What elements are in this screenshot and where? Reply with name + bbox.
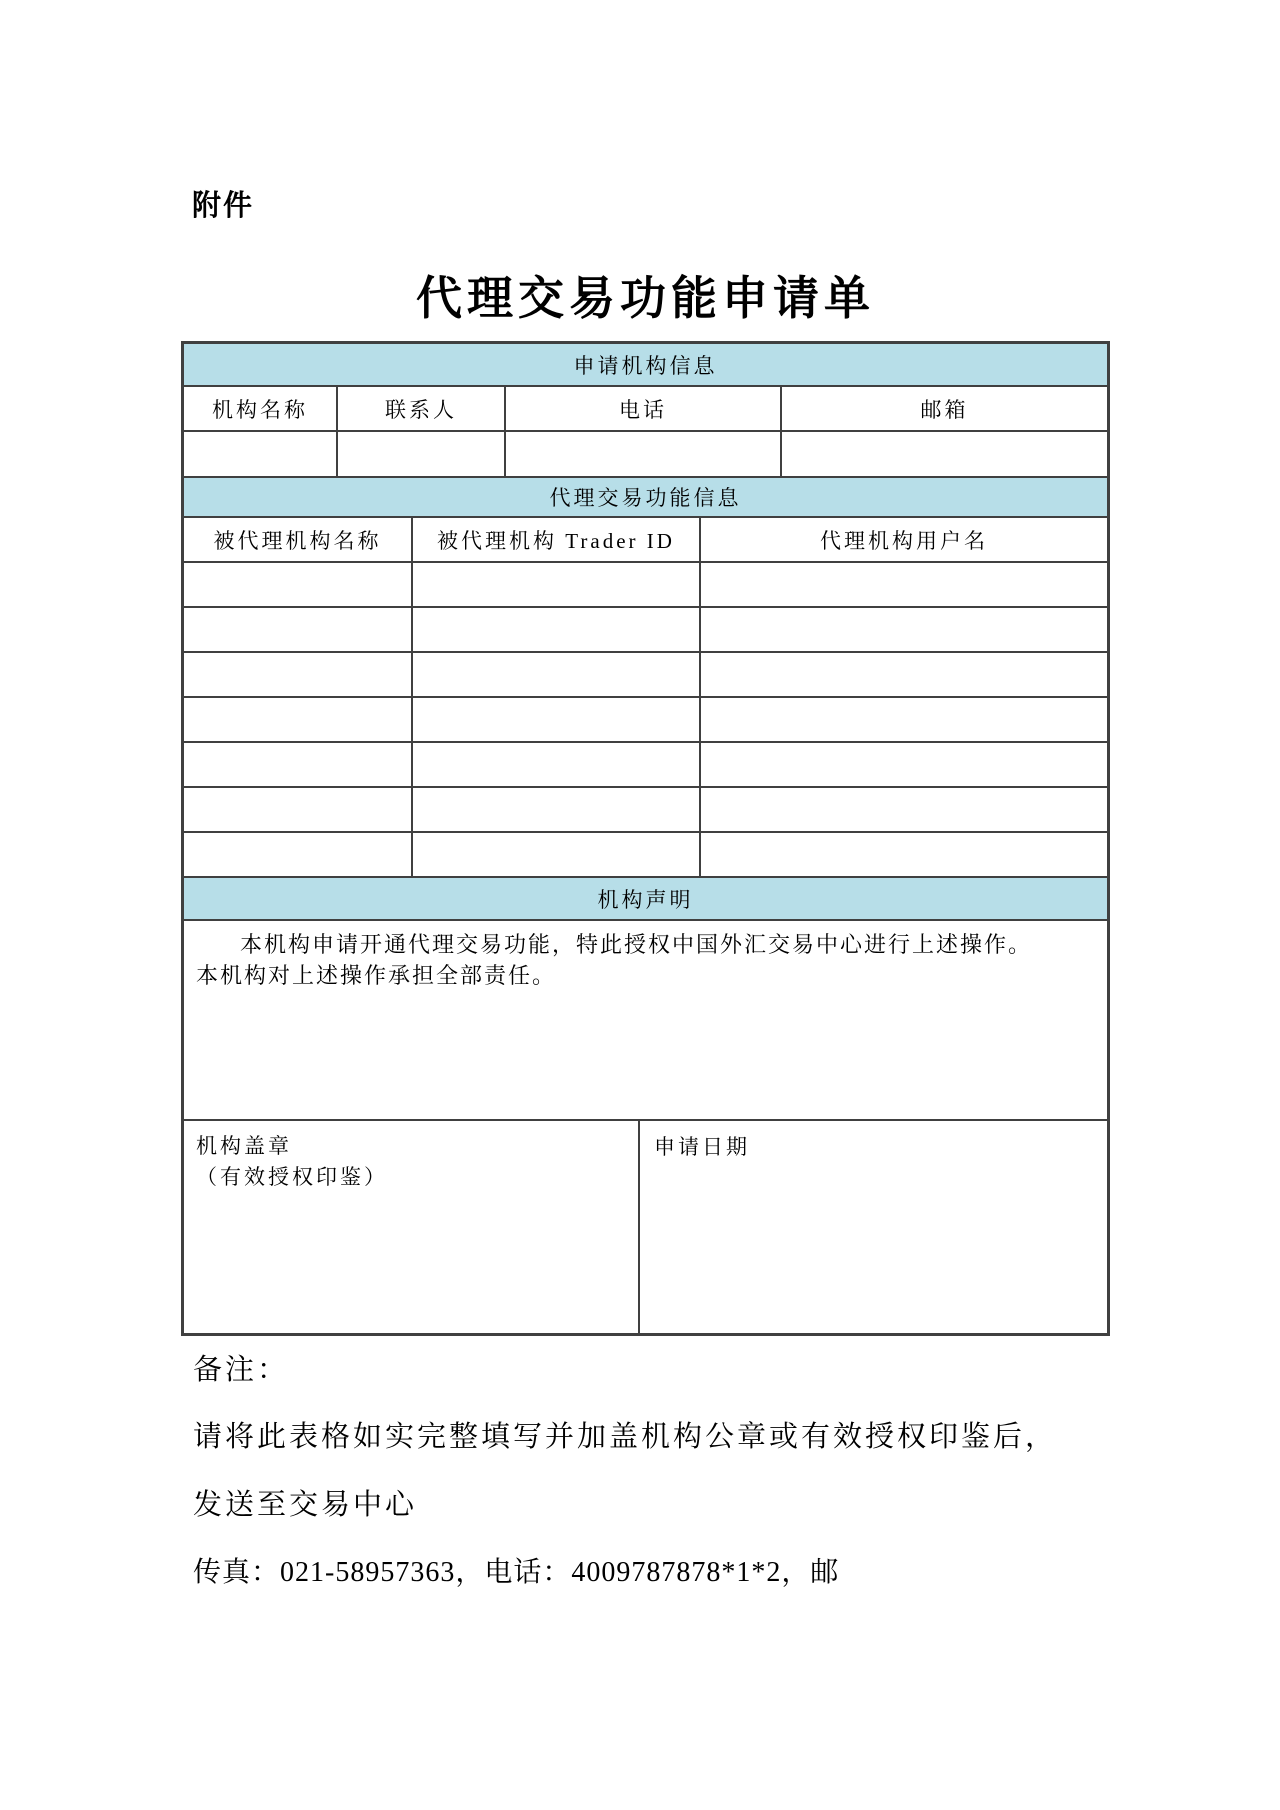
- input-cell-org-name[interactable]: [184, 432, 338, 476]
- input-cell-agent-username[interactable]: [701, 788, 1107, 831]
- column-header-org-name: 机构名称: [184, 387, 338, 430]
- input-cell-principal-trader-id[interactable]: [413, 698, 701, 741]
- stamp-label: 机构盖章: [196, 1134, 292, 1158]
- agency-info-input-row: [184, 743, 1107, 788]
- agency-info-header-row: [184, 518, 1107, 563]
- input-cell-principal-trader-id[interactable]: [413, 833, 701, 876]
- notes-instruction-line: 请将此表格如实完整填写并加盖机构公章或有效授权印鉴后，: [193, 1421, 1058, 1453]
- input-cell-agent-username[interactable]: [701, 653, 1107, 696]
- section-header-agency-function-info-label: 代理交易功能信息: [549, 486, 742, 510]
- input-cell-principal-org-name[interactable]: [184, 833, 413, 876]
- input-cell-agent-username[interactable]: [701, 698, 1107, 741]
- agency-info-input-row: [184, 653, 1107, 698]
- input-cell-principal-org-name[interactable]: [184, 653, 413, 696]
- attachment-label: 附件: [192, 190, 255, 222]
- section-header-declaration-label: 机构声明: [597, 887, 694, 912]
- stamp-date-row: [184, 1121, 1107, 1333]
- column-header-phone: 电话: [506, 387, 782, 430]
- declaration-line-2: 本机构对上述操作承担全部责任。: [196, 963, 557, 988]
- stamp-sublabel: （有效授权印鉴）: [196, 1165, 388, 1189]
- notes-label: 备注：: [193, 1354, 290, 1386]
- notes-send-line: 发送至交易中心: [193, 1489, 418, 1521]
- input-cell-contact-person[interactable]: [338, 432, 506, 476]
- agency-info-input-row: [184, 833, 1107, 878]
- input-cell-principal-trader-id[interactable]: [413, 563, 701, 606]
- column-header-principal-org-name: 被代理机构名称: [184, 518, 413, 561]
- input-cell-agent-username[interactable]: [701, 563, 1107, 606]
- input-cell-email[interactable]: [782, 432, 1107, 476]
- stamp-area-cell[interactable]: [184, 1121, 640, 1333]
- application-form-table: [181, 341, 1110, 1336]
- application-date-cell[interactable]: [640, 1121, 1107, 1333]
- column-header-contact-person: 联系人: [338, 387, 506, 430]
- applicant-info-input-row: [184, 432, 1107, 478]
- input-cell-principal-trader-id[interactable]: [413, 608, 701, 651]
- section-header-agency-function-info: [184, 478, 1107, 518]
- input-cell-principal-org-name[interactable]: [184, 698, 413, 741]
- agency-info-input-row: [184, 698, 1107, 743]
- input-cell-phone[interactable]: [506, 432, 782, 476]
- input-cell-principal-org-name[interactable]: [184, 788, 413, 831]
- section-header-declaration: [184, 878, 1107, 921]
- input-cell-principal-trader-id[interactable]: [413, 743, 701, 786]
- declaration-text: [184, 921, 1107, 1119]
- input-cell-principal-trader-id[interactable]: [413, 653, 701, 696]
- input-cell-agent-username[interactable]: [701, 608, 1107, 651]
- column-header-principal-trader-id: 被代理机构 Trader ID: [413, 518, 701, 561]
- agency-info-input-row: [184, 608, 1107, 653]
- page-title: 代理交易功能申请单: [416, 272, 875, 324]
- declaration-line-1: 本机构申请开通代理交易功能，特此授权中国外汇交易中心进行上述操作。: [240, 932, 1033, 957]
- input-cell-agent-username[interactable]: [701, 833, 1107, 876]
- column-header-agent-username: 代理机构用户名: [820, 528, 988, 553]
- input-cell-principal-org-name[interactable]: [184, 743, 413, 786]
- input-cell-principal-org-name[interactable]: [184, 608, 413, 651]
- application-date-label: 申请日期: [654, 1135, 750, 1159]
- input-cell-principal-org-name[interactable]: [184, 563, 413, 606]
- applicant-info-header-row: [184, 387, 1107, 432]
- section-header-applicant-info: [184, 344, 1107, 387]
- declaration-row: [184, 921, 1107, 1121]
- notes-contact-line: 传真：021-58957363，电话：4009787878*1*2，邮: [193, 1557, 840, 1588]
- section-header-applicant-info-label: 申请机构信息: [573, 353, 718, 378]
- input-cell-principal-trader-id[interactable]: [413, 788, 701, 831]
- column-header-email: 邮箱: [920, 397, 969, 422]
- input-cell-agent-username[interactable]: [701, 743, 1107, 786]
- agency-info-input-row: [184, 788, 1107, 833]
- agency-info-input-row: [184, 563, 1107, 608]
